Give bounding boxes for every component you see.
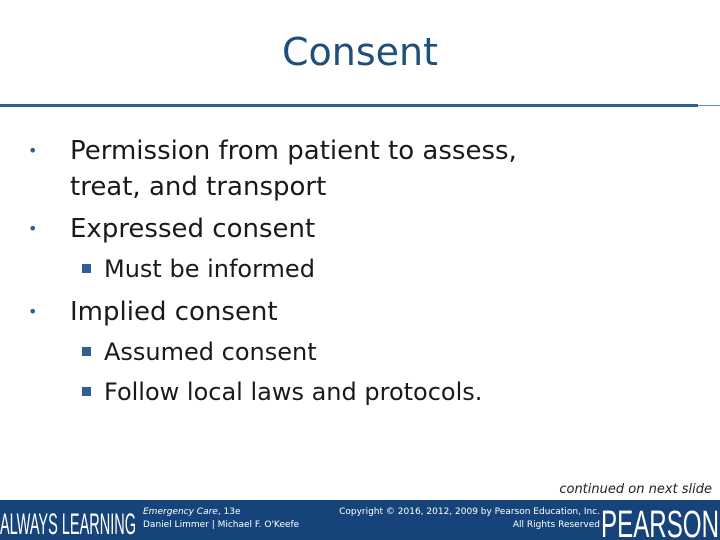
copyright-text: Copyright © 2016, 2012, 2009 by Pearson Education, Inc. [339,507,600,517]
sub-bullet-text: Follow local laws and protocols. [104,378,483,406]
bullet-text: Expressed consent [70,214,316,244]
bullet-item-implied [28,294,670,330]
sub-bullet-item-protocols [104,376,482,408]
title-divider-tail [698,105,720,106]
footer-bar [0,500,720,540]
book-title: Emergency Care [143,507,218,517]
square-bullet-icon [82,347,91,356]
book-edition: , 13e [217,507,241,517]
sub-bullet-item-assumed [104,336,317,368]
sub-bullet-item-informed [104,253,315,285]
square-bullet-icon [82,387,91,396]
page-title: Consent [281,30,439,74]
bullet-dot-icon: • [28,141,38,160]
always-learning-logo [0,500,138,540]
copyright-notice [330,506,600,532]
bullet-text-line2: treat, and transport [70,172,327,202]
sub-bullet-text: Must be informed [104,255,315,283]
bullet-text: Implied consent [70,297,278,327]
bullet-dot-icon: • [28,302,38,321]
pearson-logo [600,500,720,540]
continued-note: continued on next slide [559,482,712,497]
bullet-dot-icon: • [28,219,38,238]
rights-text: All Rights Reserved [512,520,600,530]
title-divider [0,104,698,107]
bullet-item-permission [28,133,670,205]
bullet-item-expressed [28,211,670,247]
bullet-text-line1: Permission from patient to assess, [70,136,517,166]
always-learning-wordmark: ALWAYS LEARNING [0,508,136,540]
square-bullet-icon [82,264,91,273]
book-credit [143,506,299,532]
book-authors: Daniel Limmer | Michael F. O'Keefe [143,520,300,530]
sub-bullet-text: Assumed consent [104,338,317,366]
pearson-wordmark: PEARSON [601,504,719,540]
